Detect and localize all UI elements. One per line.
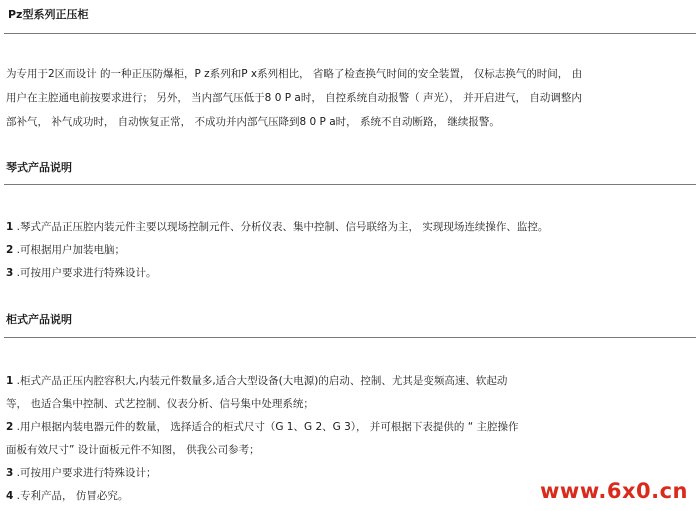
list-item-continuation bbox=[6, 397, 314, 411]
item-text: .琴式产品正压腔内装元件主要以现场控制元件、分析仪表、集中控制、信号联络为主， 实现现场连续操作、监控。 bbox=[13, 221, 549, 233]
item-text: .可按用户要求进行特殊设计； bbox=[13, 467, 157, 479]
site-watermark: www.6x0.cn bbox=[540, 479, 688, 503]
item-number: 3 bbox=[6, 267, 14, 279]
list-item bbox=[6, 374, 507, 388]
item-text: 等， 也适合集中控制、式艺控制、仪表分析、信号集中处理系统； bbox=[6, 398, 314, 410]
page-title: Pz型系列正压柜 bbox=[8, 8, 89, 21]
list-item bbox=[6, 489, 128, 503]
divider bbox=[4, 337, 696, 338]
list-item-continuation bbox=[6, 443, 260, 457]
item-number: 1 bbox=[6, 221, 14, 233]
section-heading-piano-type: 琴式产品说明 bbox=[6, 161, 72, 174]
list-item bbox=[6, 220, 548, 234]
list-item bbox=[6, 266, 157, 280]
item-text: .可按用户要求进行特殊设计。 bbox=[13, 267, 157, 279]
item-number: 2 bbox=[6, 244, 14, 256]
section-heading-cabinet-type: 柜式产品说明 bbox=[6, 313, 72, 326]
item-text: .可根据用户加装电脑； bbox=[13, 244, 125, 256]
list-item bbox=[6, 466, 157, 480]
item-number: 3 bbox=[6, 467, 14, 479]
list-item bbox=[6, 243, 125, 257]
item-text: .柜式产品正压内腔容积大,内装元件数量多,适合大型设备(大电源)的启动、控制、尤其是变频高速、软起动 bbox=[13, 375, 508, 387]
intro-line: 部补气， 补气成功时， 自动恢复正常， 不成功并内部气压降到8 0 P a时， 系统不自动断路， 继续报警。 bbox=[6, 116, 500, 128]
item-number: 4 bbox=[6, 490, 14, 502]
divider bbox=[4, 184, 696, 185]
item-text: .专利产品， 仿冒必究。 bbox=[13, 490, 129, 502]
item-text: .用户根据内装电器元件的数量， 选择适合的柜式尺寸（G 1、G 2、G 3）， 并可根据下表提供的 “ 主腔操作 bbox=[13, 421, 519, 433]
intro-line: 用户在主腔通电前按要求进行； 另外， 当内部气压低于8 0 P a时， 自控系统自动报警（ 声光）， 并开启进气， 自动调整内 bbox=[6, 92, 582, 104]
item-number: 1 bbox=[6, 375, 14, 387]
list-item bbox=[6, 420, 519, 434]
item-text: 面板有效尺寸” 设计面板元件不知图， 供我公司参考； bbox=[6, 444, 260, 456]
item-number: 2 bbox=[6, 421, 14, 433]
intro-line: 为专用于2区而设计 的一种正压防爆柜，P z系列和P x系列相比， 省略了检查换气时间的安全装置， 仅标志换气的时间， 由 bbox=[6, 68, 583, 80]
divider bbox=[4, 33, 696, 34]
